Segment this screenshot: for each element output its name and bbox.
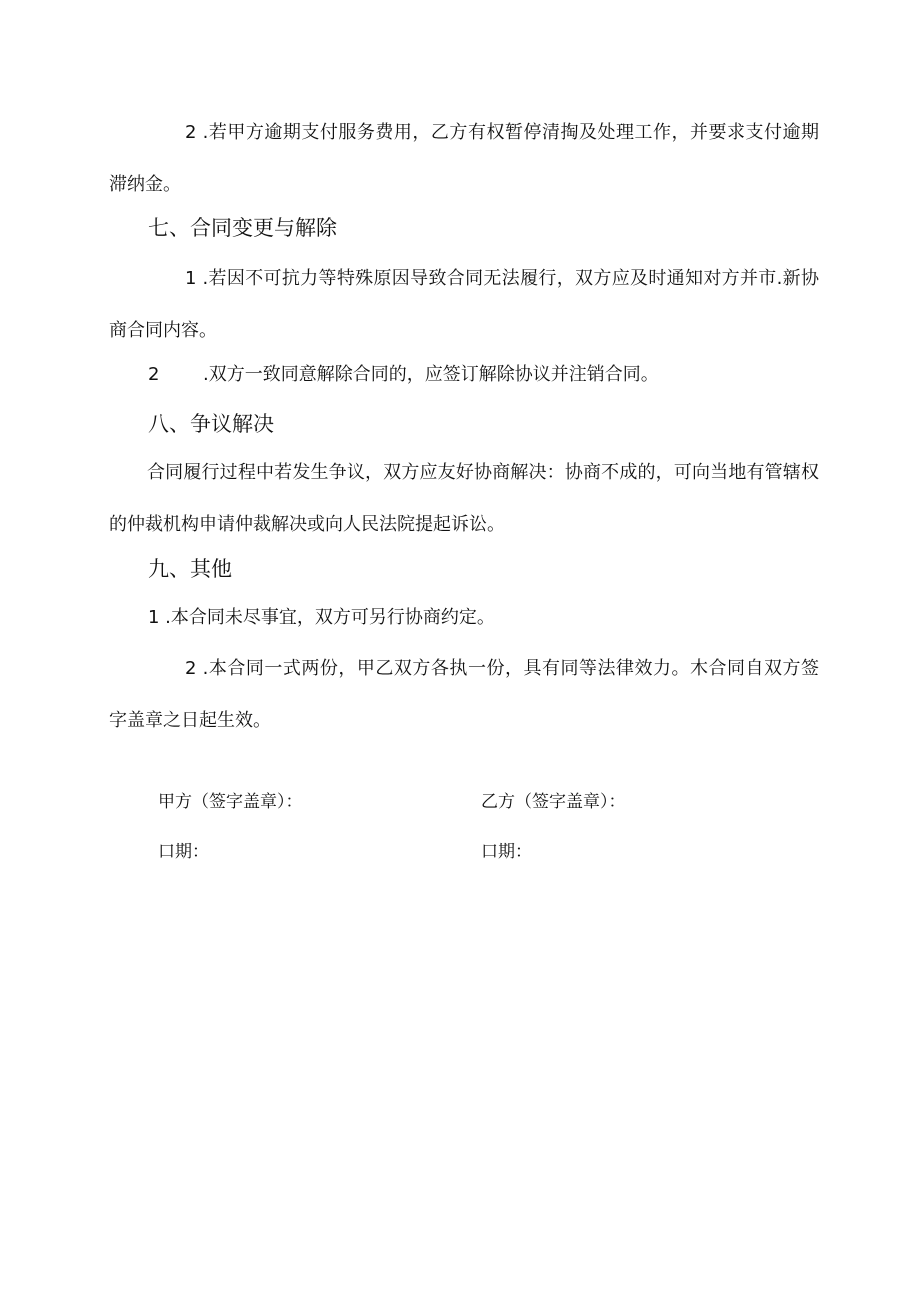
sec9-item2-number: 2 [185,658,197,679]
sec9-heading: 九、其他 [148,557,232,581]
sec7-item1-paragraph [109,253,819,357]
sec6-item2-text: .若甲方逾期支付服务费用，乙方有权暂停清掏及处理工作，并要求支付逾期滞纳金。 [109,122,819,195]
sec7-item2-paragraph [148,363,659,387]
sec9-item2-text: .本合同一式两份，甲乙双方各执一份，具有同等法律效力。木合同自双方签字盖章之日起生效。 [109,658,819,731]
sec7-item1-number: 1 [185,268,197,289]
party-a-signature-label: 甲方（签字盖章）： [158,792,303,812]
sec9-item2-paragraph [109,643,819,747]
sec6-item2-paragraph [109,107,819,211]
party-a-date-label: 口期： [158,842,209,862]
sec8-heading: 八、争议解决 [148,412,274,436]
sec7-item2-text: .双方一致同意解除合同的，应签订解除协议并注销合同。 [203,364,659,385]
sec7-heading: 七、合同变更与解除 [148,216,337,240]
sec6-item2-number: 2 [185,122,197,143]
sec7-item2-number: 2 [148,364,160,385]
sec9-item1-text: .本合同未尽事宜，双方可另行协商约定。 [159,607,495,628]
sec7-item1-text: .若因不可抗力等特殊原因导致合同无法履行，双方应及时通知对方并市.新协商合同内容。 [109,268,819,341]
sec9-item1-paragraph [148,606,495,630]
sec8-body: 合同履行过程中若发生争议，双方应友好协商解决：协商不成的，可向当地有管辖权的仲裁机构申请仲裁解决或向人民法院提起诉讼。 [109,462,819,535]
party-b-date-label: 口期： [481,842,532,862]
sec9-item1-number: 1 [148,607,160,628]
party-b-signature-label: 乙方（签字盖章）： [481,792,626,812]
